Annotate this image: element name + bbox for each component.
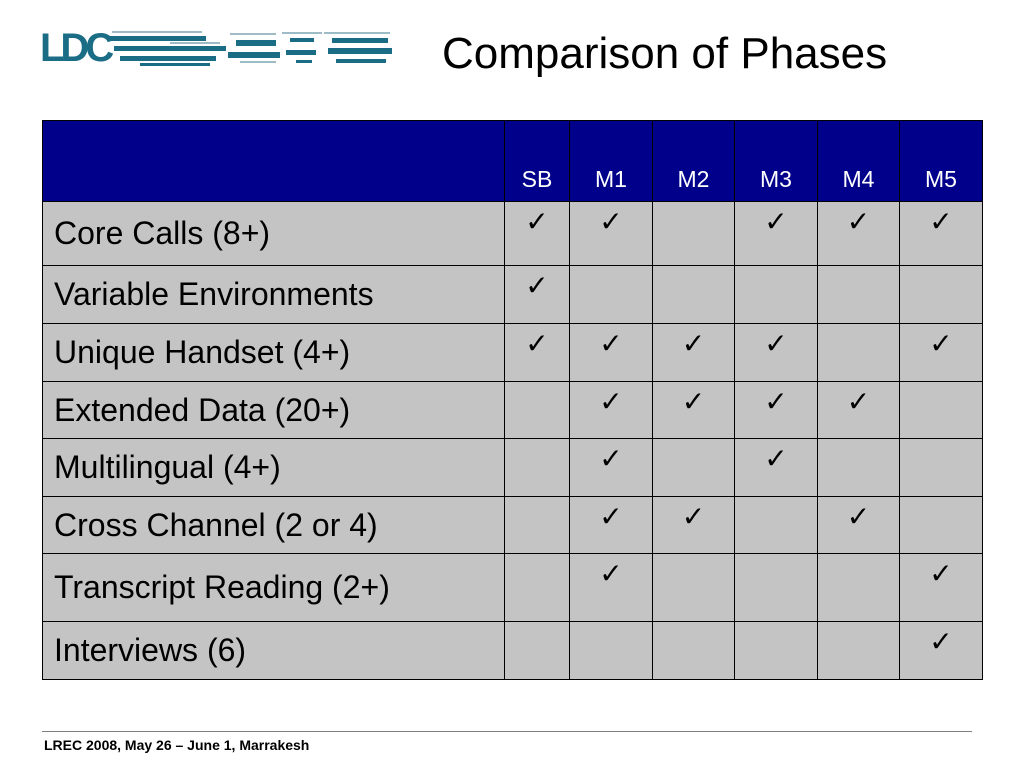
checkmark-icon: ✓	[681, 500, 706, 533]
cell-m3	[735, 202, 818, 266]
checkmark-icon: ✓	[681, 385, 706, 418]
phase-comparison-table	[42, 120, 983, 680]
cell-m3	[735, 622, 818, 680]
column-header-m5: M5	[900, 121, 983, 202]
checkmark-icon: ✓	[929, 557, 953, 590]
cell-m1	[570, 497, 653, 554]
cell-m2	[653, 497, 735, 554]
table-row	[43, 202, 983, 266]
table-row	[43, 622, 983, 680]
column-header-m2: M2	[653, 121, 735, 202]
cell-m5	[900, 622, 983, 680]
cell-sb	[505, 266, 570, 324]
checkmark-icon: ✓	[599, 500, 623, 533]
row-label: Core Calls (8+)	[43, 202, 505, 266]
cell-sb	[505, 497, 570, 554]
cell-m1	[570, 324, 653, 382]
cell-m2	[653, 202, 735, 266]
table-body	[43, 202, 983, 680]
ldc-logo	[40, 26, 395, 72]
cell-m1	[570, 266, 653, 324]
cell-m4	[818, 202, 900, 266]
cell-m5	[900, 554, 983, 622]
cell-m2	[653, 439, 735, 497]
cell-m2	[653, 266, 735, 324]
checkmark-icon: ✓	[599, 327, 623, 360]
cell-m3	[735, 266, 818, 324]
checkmark-icon: ✓	[525, 327, 549, 360]
cell-m3	[735, 439, 818, 497]
table-row	[43, 266, 983, 324]
checkmark-icon: ✓	[599, 385, 623, 418]
cell-m1	[570, 554, 653, 622]
cell-m5	[900, 266, 983, 324]
checkmark-icon: ✓	[599, 557, 623, 590]
checkmark-icon: ✓	[764, 385, 788, 418]
cell-sb	[505, 324, 570, 382]
cell-m2	[653, 554, 735, 622]
checkmark-icon: ✓	[525, 205, 549, 238]
row-label: Cross Channel (2 or 4)	[43, 497, 505, 554]
cell-m5	[900, 324, 983, 382]
checkmark-icon: ✓	[929, 205, 953, 238]
cell-m5	[900, 497, 983, 554]
cell-sb	[505, 202, 570, 266]
row-label: Interviews (6)	[43, 622, 505, 680]
cell-m4	[818, 622, 900, 680]
row-label: Variable Environments	[43, 266, 505, 324]
checkmark-icon: ✓	[846, 500, 871, 533]
logo-waveform-graphic	[110, 28, 395, 70]
cell-m3	[735, 382, 818, 439]
row-label: Unique Handset (4+)	[43, 324, 505, 382]
cell-m4	[818, 382, 900, 439]
cell-m3	[735, 497, 818, 554]
table-row	[43, 382, 983, 439]
logo-wordmark: LDC	[40, 26, 111, 70]
table-row	[43, 439, 983, 497]
checkmark-icon: ✓	[764, 327, 788, 360]
checkmark-icon: ✓	[525, 269, 549, 302]
column-header-sb: SB	[505, 121, 570, 202]
cell-m5	[900, 439, 983, 497]
slide-title: Comparison of Phases	[442, 29, 888, 78]
checkmark-icon: ✓	[599, 205, 623, 238]
checkmark-icon: ✓	[846, 385, 871, 418]
cell-m5	[900, 382, 983, 439]
cell-m3	[735, 324, 818, 382]
cell-m4	[818, 439, 900, 497]
cell-m1	[570, 382, 653, 439]
cell-sb	[505, 622, 570, 680]
column-header-m1: M1	[570, 121, 653, 202]
header-row	[43, 121, 983, 202]
checkmark-icon: ✓	[846, 205, 871, 238]
header-corner-cell	[43, 121, 505, 202]
checkmark-icon: ✓	[764, 205, 788, 238]
table-row	[43, 324, 983, 382]
checkmark-icon: ✓	[929, 327, 953, 360]
cell-sb	[505, 554, 570, 622]
checkmark-icon: ✓	[764, 442, 788, 475]
row-label: Extended Data (20+)	[43, 382, 505, 439]
cell-m4	[818, 324, 900, 382]
cell-m4	[818, 554, 900, 622]
row-label: Multilingual (4+)	[43, 439, 505, 497]
row-label: Transcript Reading (2+)	[43, 554, 505, 622]
footer-text: LREC 2008, May 26 – June 1, Marrakesh	[44, 737, 310, 753]
cell-m1	[570, 202, 653, 266]
table-row	[43, 497, 983, 554]
cell-m5	[900, 202, 983, 266]
checkmark-icon: ✓	[599, 442, 623, 475]
cell-sb	[505, 439, 570, 497]
column-header-m3: M3	[735, 121, 818, 202]
cell-m3	[735, 554, 818, 622]
cell-m2	[653, 622, 735, 680]
cell-m1	[570, 439, 653, 497]
cell-sb	[505, 382, 570, 439]
checkmark-icon: ✓	[929, 625, 953, 658]
cell-m4	[818, 266, 900, 324]
footer-divider	[42, 731, 972, 732]
cell-m2	[653, 382, 735, 439]
table-row	[43, 554, 983, 622]
cell-m1	[570, 622, 653, 680]
checkmark-icon: ✓	[681, 327, 706, 360]
cell-m4	[818, 497, 900, 554]
column-header-m4: M4	[818, 121, 900, 202]
cell-m2	[653, 324, 735, 382]
table-header	[43, 121, 983, 202]
